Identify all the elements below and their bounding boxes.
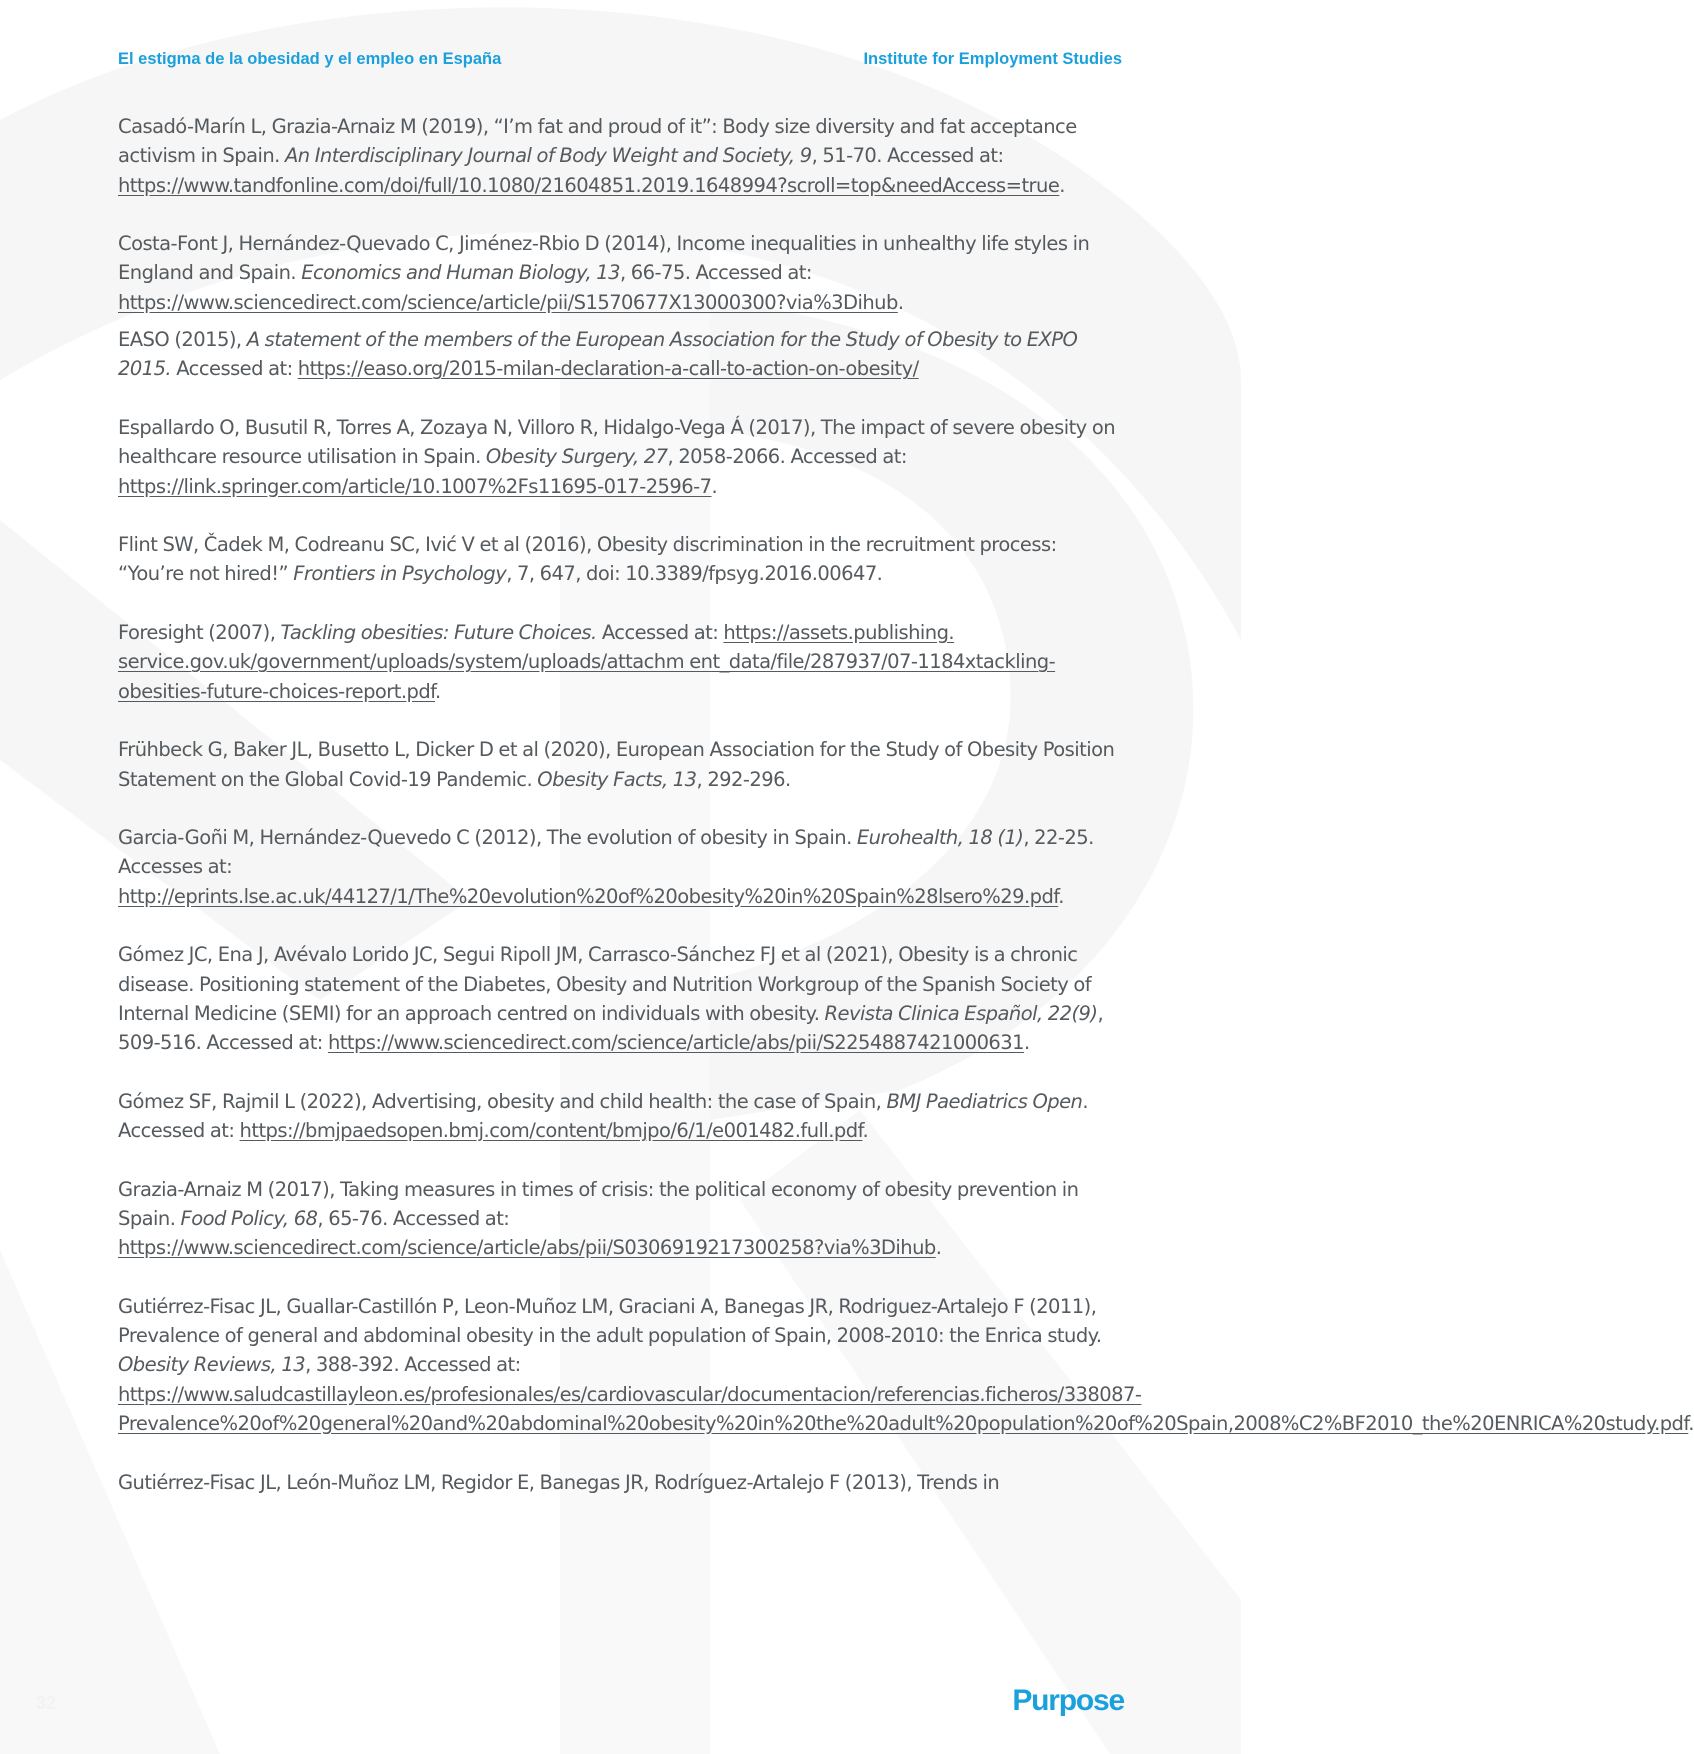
journal-title: Revista Clinica Español, 22(9) [824,1001,1098,1025]
report-title: A statement of the members of the European Association for the Study of Obesity to EXPO 2015. [118,328,1078,381]
reference-item: Gómez JC, Ena J, Avévalo Lorido JC, Segui Ripoll JM, Carrasco-Sánchez FJ et al (2021), Obesity is a chronic disease. Positioning statement of the Diabetes, Obesity and Nutrition Workgroup of the Spanish Society of Internal Medicine (SEMI) for an approach centred on individuals with obesity. Revista Clinica Español, 22(9), 509-516. Accessed at: https://www.sciencedirect.com/science/article/abs/pii/S2254887421000631. [118,943,1104,1055]
journal-title: Food Policy, 68 [180,1206,318,1230]
reference-item: Flint SW, Čadek M, Codreanu SC, Ivić V et al (2016), Obesity discrimination in the recruitment process: “You’re not hired!” Frontiers in Psychology, 7, 647, doi: 10.3389/fpsyg.2016.00647. [118,533,1057,586]
reference-link[interactable]: https://easo.org/2015-milan-declaration-a-call-to-action-on-obesity/ [297,357,919,381]
reference-link[interactable]: https://www.tandfonline.com/doi/full/10.1080/21604851.2019.1648994?scroll=top&needAccess=true [118,173,1060,197]
reference-item: Costa-Font J, Hernández-Quevado C, Jiménez-Rbio D (2014), Income inequalities in unhealthy life styles in England and Spain. Economics and Human Biology, 13, 66-75. Accessed at: https://www.sciencedirect.com/science/article/pii/S1570677X13000300?via%3Dihub. [118,232,1090,314]
reference-link[interactable]: https://bmjpaedsopen.bmj.com/content/bmjpo/6/1/e001482.full.pdf [239,1119,863,1143]
reference-item: Espallardo O, Busutil R, Torres A, Zozaya N, Villoro R, Hidalgo-Vega Á (2017), The impact of severe obesity on healthcare resource utilisation in Spain. Obesity Surgery, 27, 2058-2066. Accessed at: https://link.springer.com/article/10.1007%2Fs11695-017-2596-7. [118,415,1116,498]
reference-link[interactable]: https://www.sciencedirect.com/science/article/pii/S1570677X13000300?via%3Dihub [118,290,898,314]
journal-title: Eurohealth, 18 (1) [856,826,1024,850]
journal-title: Obesity Surgery, 27 [485,445,668,469]
reference-item: Foresight (2007), Tackling obesities: Future Choices. Accessed at: https://assets.publishing. service.gov.uk/government/uploads/system/uploads/attachm ent_data/file/287937/07-1184xtackling-obesities-future-choices-report.pdf. [118,621,1056,703]
reference-link[interactable]: https://link.springer.com/article/10.1007%2Fs11695-017-2596-7 [118,474,712,498]
journal-title: Frontiers in Psychology [293,562,507,586]
purpose-logo: Purpose [1012,1684,1124,1717]
reference-link[interactable]: http://eprints.lse.ac.uk/44127/1/The%20evolution%20of%20obesity%20in%20Spain%28lsero%29.pdf [118,884,1059,908]
reference-item: Casadó-Marín L, Grazia-Arnaiz M (2019), “I’m fat and proud of it”: Body size diversity and fat acceptance activism in Spain. An Interdisciplinary Journal of Body Weight and Society, 9, 51-70. Accessed at: https://www.tandfonline.com/doi/full/10.1080/21604851.2019.1648994?scroll=top&needAccess=true. [118,115,1077,197]
report-title: Tackling obesities: Future Choices. [280,621,597,645]
reference-item: Garcia-Goñi M, Hernández-Quevedo C (2012), The evolution of obesity in Spain. Eurohealth, 18 (1), 22-25. Accesses at: http://eprints.lse.ac.uk/44127/1/The%20evolution%20of%20obesity%20in%20Spain%28lsero%29.pdf. [118,826,1094,908]
header-document-title: El estigma de la obesidad y el empleo en España [118,50,502,68]
journal-title: Economics and Human Biology, 13 [301,261,620,285]
header-organisation: Institute for Employment Studies [863,50,1122,68]
page-number: 32 [36,1693,57,1713]
reference-link[interactable]: https://www.saludcastillayleon.es/profesionales/es/cardiovascular/documentacion/referencias.ficheros/338087-Prevalence%20of%20general%20and%20abdominal%20obesity%20in%20the%20adult%20population%20of%20Spain,2008%C2%BF2010_the%20ENRICA%20study.pdf [118,1382,1689,1436]
journal-title: An Interdisciplinary Journal of Body Weight and Society, 9 [284,144,812,168]
reference-item: Gutiérrez-Fisac JL, León-Muñoz LM, Regidor E, Banegas JR, Rodríguez-Artalejo F (2013), Trends in [118,1470,1000,1494]
journal-title: Obesity Facts, 13 [537,767,697,791]
reference-item: Gutiérrez-Fisac JL, Guallar-Castillón P, Leon-Muñoz LM, Graciani A, Banegas JR, Rodriguez-Artalejo F (2011), Prevalence of general and abdominal obesity in the adult population of Spain, 2008-2010: the Enrica study. Obesity Reviews, 13, 388-392. Accessed at: https://www.saludcastillayleon.es/profesionales/es/cardiovascular/documentacion/referencias.ficheros/338087-Prevalence%20of%20general%20and%20abdominal%20obesity%20in%20the%20adult%20population%20of%20Spain,2008%C2%BF2010_the%20ENRICA%20study.pdf. [118,1294,1694,1436]
reference-item: Gómez SF, Rajmil L (2022), Advertising, obesity and child health: the case of Spain, BMJ Paediatrics Open. Accessed at: https://bmjpaedsopen.bmj.com/content/bmjpo/6/1/e001482.full.pdf. [118,1089,1088,1143]
reference-link[interactable]: https://assets.publishing. service.gov.uk/government/uploads/system/uploads/attachm ent_data/file/287937/07-1184xtackling-obesities-future-choices-report.pdf [118,621,1056,703]
reference-item: Frühbeck G, Baker JL, Busetto L, Dicker D et al (2020), European Association for the Study of Obesity Position Statement on the Global Covid-19 Pandemic. Obesity Facts, 13, 292-296. [118,738,1115,791]
page-header [118,50,1122,74]
reference-list [118,112,1694,1526]
reference-item: EASO (2015), A statement of the members of the European Association for the Study of Obesity to EXPO 2015. Accessed at: https://easo.org/2015-milan-declaration-a-call-to-action-on-obesity/ [118,328,1078,381]
reference-link[interactable]: https://www.sciencedirect.com/science/article/abs/pii/S2254887421000631 [327,1031,1025,1055]
journal-title: Obesity Reviews, 13 [118,1353,306,1377]
reference-item: Grazia-Arnaiz M (2017), Taking measures in times of crisis: the political economy of obesity prevention in Spain. Food Policy, 68, 65-76. Accessed at: https://www.sciencedirect.com/science/article/abs/pii/S0306919217300258?via%3Dihub. [118,1177,1079,1260]
journal-title: BMJ Paediatrics Open [886,1089,1083,1113]
reference-link[interactable]: https://www.sciencedirect.com/science/article/abs/pii/S0306919217300258?via%3Dihub [118,1236,936,1260]
